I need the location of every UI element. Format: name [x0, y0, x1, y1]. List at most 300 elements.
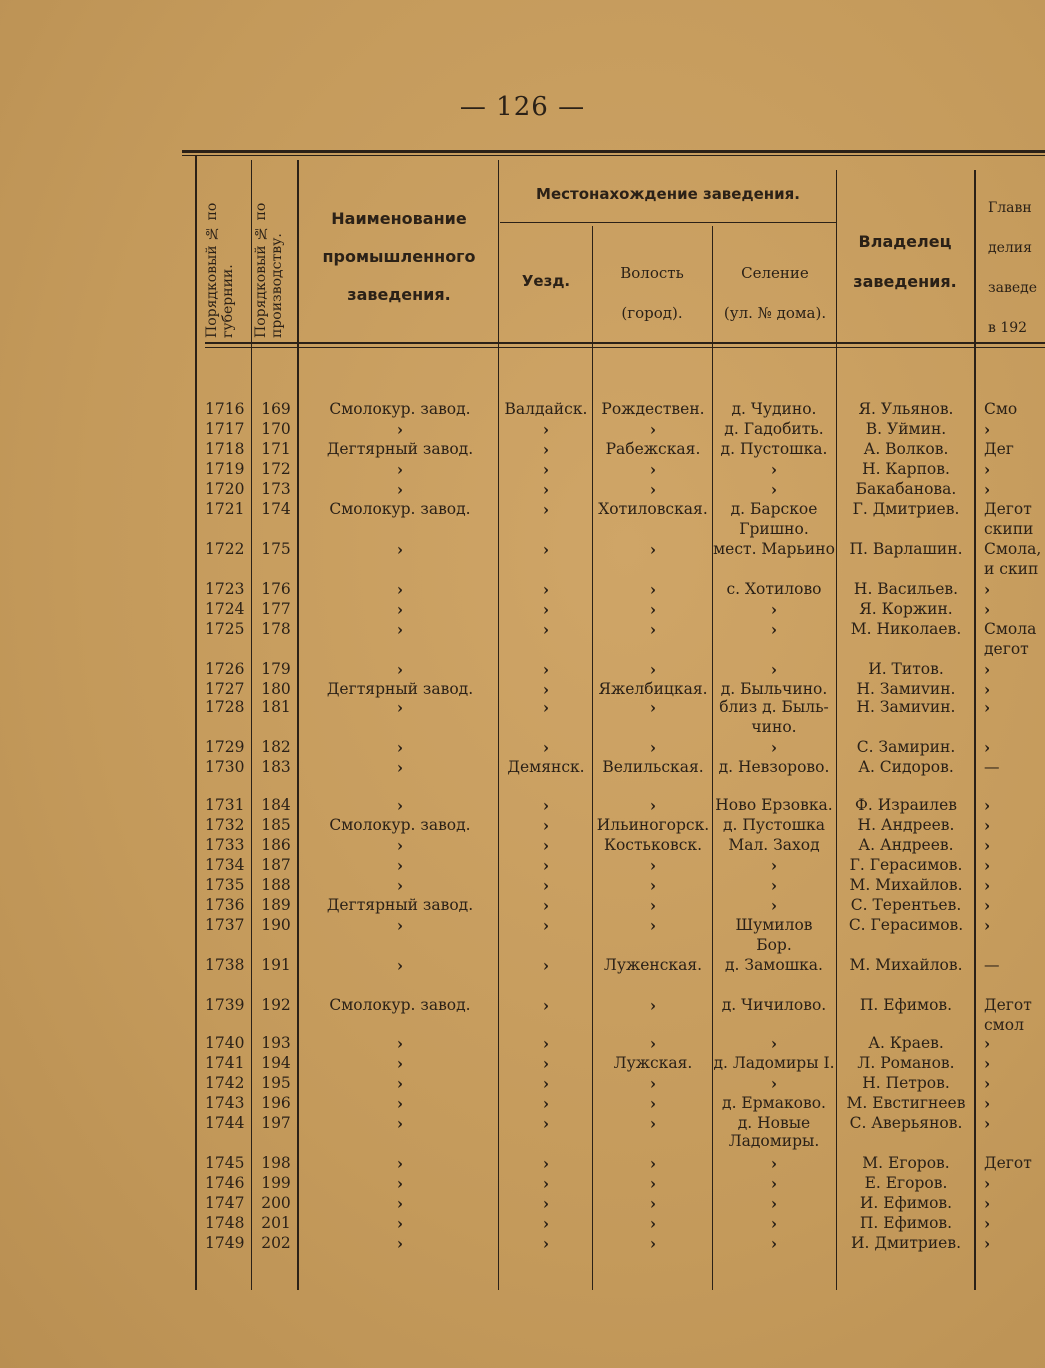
cell-own: Н. Андреев.	[857, 816, 955, 834]
cell-uezd: ›	[542, 1234, 550, 1253]
cell-sel: ›	[770, 896, 778, 915]
cell-vol: ›	[649, 600, 657, 619]
cell-uezd: ›	[542, 896, 550, 915]
header-gubernia-no: Порядковый № по губернии.	[204, 202, 236, 338]
cell-vol: ›	[649, 698, 657, 717]
header-selenie	[712, 253, 838, 333]
cell-own: Я. Ульянов.	[858, 400, 954, 418]
cell-sel: ›	[770, 1214, 778, 1233]
cell-main: ›	[984, 1174, 991, 1193]
cell-uezd: ›	[542, 460, 550, 479]
cell-name: Дегтярный завод.	[326, 680, 474, 698]
top-rule-thin	[182, 155, 1045, 156]
cell-p: 183	[261, 758, 291, 776]
cell-sel: чино.	[751, 718, 797, 736]
header-owner	[836, 222, 974, 302]
cell-n: 1749	[205, 1234, 245, 1252]
header-name	[300, 200, 498, 314]
cell-sel: Шумилов	[735, 916, 813, 934]
cell-p: 195	[261, 1074, 291, 1092]
cell-vol: ›	[649, 996, 657, 1015]
cell-sel: ›	[770, 480, 778, 499]
cell-main: ›	[984, 738, 991, 757]
cell-p: 174	[261, 500, 291, 518]
cell-main: Смола,	[984, 540, 1042, 558]
cell-n: 1726	[205, 660, 245, 678]
cell-own: Бакабанова.	[855, 480, 957, 498]
col-line-left	[195, 155, 197, 1290]
cell-main: ›	[984, 480, 991, 499]
cell-sel: ›	[770, 1154, 778, 1173]
cell-p: 194	[261, 1054, 291, 1072]
header-bottom-rule-2	[205, 347, 1045, 348]
col-line-1	[251, 160, 252, 1290]
cell-own: Н. Петров.	[862, 1074, 950, 1092]
cell-n: 1741	[205, 1054, 245, 1072]
cell-p: 188	[261, 876, 291, 894]
cell-uezd: ›	[542, 1114, 550, 1133]
cell-name: ›	[396, 1094, 404, 1113]
cell-own: С. Замирин.	[856, 738, 956, 756]
cell-sel: мест. Марьино	[713, 540, 835, 558]
header-owner-line-1: Владелец	[858, 232, 952, 251]
cell-uezd: ›	[542, 856, 550, 875]
cell-n: 1728	[205, 698, 245, 716]
cell-sel: д. Замошка.	[725, 956, 823, 974]
cell-own: И. Ефимов.	[859, 1194, 953, 1212]
cell-uezd: ›	[542, 480, 550, 499]
cell-own: П. Ефимов.	[859, 996, 953, 1014]
cell-sel: Бор.	[756, 936, 792, 954]
cell-uezd: ›	[542, 600, 550, 619]
cell-uezd: ›	[542, 1214, 550, 1233]
header-volost-line-1: Волость	[620, 264, 684, 282]
cell-sel: ›	[770, 600, 778, 619]
cell-name: ›	[396, 540, 404, 559]
cell-p: 200	[261, 1194, 291, 1212]
cell-n: 1732	[205, 816, 245, 834]
cell-p: 182	[261, 738, 291, 756]
cell-p: 186	[261, 836, 291, 854]
cell-main: Смо	[984, 400, 1018, 418]
cell-main: Дегот	[984, 1154, 1032, 1172]
cell-p: 192	[261, 996, 291, 1014]
cell-uezd: ›	[542, 738, 550, 757]
cell-uezd: ›	[542, 1034, 550, 1053]
cell-own: М. Евстигнеев	[846, 1094, 966, 1112]
cell-name: ›	[396, 600, 404, 619]
cell-n: 1739	[205, 996, 245, 1014]
cell-name: ›	[396, 420, 404, 439]
header-main	[976, 188, 1045, 348]
header-main-line-1: Главн	[988, 200, 1032, 216]
cell-n: 1735	[205, 876, 245, 894]
cell-main: ›	[984, 896, 991, 915]
cell-sel: Мал. Заход	[728, 836, 820, 854]
cell-n: 1727	[205, 680, 245, 698]
cell-vol: Луженская.	[603, 956, 703, 974]
cell-main: и скип	[984, 560, 1039, 578]
cell-p: 189	[261, 896, 291, 914]
cell-n: 1738	[205, 956, 245, 974]
cell-own: Я. Коржин.	[859, 600, 953, 618]
cell-vol: ›	[649, 896, 657, 915]
cell-name: Дегтярный завод.	[326, 440, 474, 458]
cell-uezd: ›	[542, 1154, 550, 1173]
cell-n: 1725	[205, 620, 245, 638]
cell-main: ›	[984, 1234, 991, 1253]
cell-own: Н. Замиvин.	[856, 698, 956, 716]
cell-sel: д. Пустошка	[723, 816, 825, 834]
cell-name: ›	[396, 856, 404, 875]
cell-n: 1723	[205, 580, 245, 598]
col-line-6	[836, 170, 837, 1290]
cell-name: ›	[396, 758, 404, 777]
cell-vol: ›	[649, 1174, 657, 1193]
cell-sel: д. Ладомиры I.	[713, 1054, 835, 1072]
cell-own: Г. Герасимов.	[849, 856, 963, 874]
cell-p: 191	[261, 956, 291, 974]
cell-main: ›	[984, 580, 991, 599]
cell-name: ›	[396, 796, 404, 815]
cell-own: Н. Замиvин.	[856, 680, 956, 698]
cell-n: 1717	[205, 420, 245, 438]
cell-own: П. Ефимов.	[859, 1214, 953, 1232]
cell-vol: ›	[649, 420, 657, 439]
cell-main: —	[984, 956, 1000, 974]
cell-n: 1740	[205, 1034, 245, 1052]
cell-sel: Ладомиры.	[728, 1132, 820, 1150]
cell-p: 201	[261, 1214, 291, 1232]
cell-vol: ›	[649, 460, 657, 479]
cell-sel: д. Гадобить.	[724, 420, 824, 438]
cell-vol: ›	[649, 620, 657, 639]
cell-sel: ›	[770, 460, 778, 479]
cell-main: Смола	[984, 620, 1037, 638]
cell-main: ›	[984, 1114, 991, 1133]
cell-uezd: ›	[542, 796, 550, 815]
cell-vol: Велильская.	[602, 758, 704, 776]
cell-vol: Рождествен.	[601, 400, 705, 418]
cell-p: 198	[261, 1154, 291, 1172]
cell-name: ›	[396, 1054, 404, 1073]
cell-main: ›	[984, 1194, 991, 1213]
cell-p: 190	[261, 916, 291, 934]
cell-own: Н. Карпов.	[862, 460, 950, 478]
cell-vol: ›	[649, 540, 657, 559]
cell-p: 196	[261, 1094, 291, 1112]
location-subheader-rule	[500, 222, 836, 223]
cell-n: 1724	[205, 600, 245, 618]
cell-sel: д. Быльчино.	[720, 680, 828, 698]
cell-own: С. Терентьев.	[850, 896, 962, 914]
cell-sel: ›	[770, 1194, 778, 1213]
cell-uezd: ›	[542, 816, 550, 835]
header-owner-line-2: заведения.	[853, 272, 957, 291]
cell-vol: ›	[649, 916, 657, 935]
cell-sel: ›	[770, 1034, 778, 1053]
cell-sel: с. Хотилово	[726, 580, 822, 598]
cell-main: дегот	[984, 640, 1029, 658]
cell-sel: ›	[770, 660, 778, 679]
cell-p: 172	[261, 460, 291, 478]
cell-main: —	[984, 758, 1000, 776]
header-volost	[592, 253, 712, 333]
cell-sel: ›	[770, 620, 778, 639]
cell-uezd: ›	[542, 580, 550, 599]
cell-p: 184	[261, 796, 291, 814]
cell-own: М. Михайлов.	[849, 876, 963, 894]
cell-p: 202	[261, 1234, 291, 1252]
cell-main: Дег	[984, 440, 1014, 458]
cell-own: А. Краев.	[868, 1034, 944, 1052]
header-name-line-2: промышленного	[322, 247, 476, 266]
cell-name: ›	[396, 916, 404, 935]
top-rule	[182, 150, 1045, 153]
cell-p: 176	[261, 580, 291, 598]
cell-vol: Костьковск.	[603, 836, 703, 854]
cell-uezd: ›	[542, 620, 550, 639]
cell-vol: Лужская.	[613, 1054, 693, 1072]
cell-own: И. Титов.	[868, 660, 944, 678]
cell-p: 180	[261, 680, 291, 698]
cell-main: скипи	[984, 520, 1034, 538]
cell-n: 1722	[205, 540, 245, 558]
header-main-line-2: делия	[988, 240, 1032, 256]
cell-main: ›	[984, 796, 991, 815]
cell-main: смол	[984, 1016, 1024, 1034]
cell-p: 199	[261, 1174, 291, 1192]
cell-name: ›	[396, 1234, 404, 1253]
cell-own: С. Аверьянов.	[849, 1114, 963, 1132]
cell-main: ›	[984, 876, 991, 895]
cell-vol: ›	[649, 1114, 657, 1133]
cell-n: 1733	[205, 836, 245, 854]
cell-name: ›	[396, 1214, 404, 1233]
cell-sel: ›	[770, 1074, 778, 1093]
cell-p: 178	[261, 620, 291, 638]
cell-name: ›	[396, 1154, 404, 1173]
cell-vol: ›	[649, 1034, 657, 1053]
cell-sel: близ д. Быль-	[719, 698, 829, 716]
cell-sel: д. Пустошка.	[720, 440, 828, 458]
cell-own: Ф. Израилев	[855, 796, 957, 814]
cell-main: ›	[984, 600, 991, 619]
cell-own: П. Варлашин.	[849, 540, 963, 558]
cell-own: С. Герасимов.	[848, 916, 964, 934]
cell-own: Н. Васильев.	[853, 580, 959, 598]
header-selenie-line-2: (ул. № дома).	[723, 304, 827, 322]
cell-name: ›	[396, 1034, 404, 1053]
cell-vol: Ильиногорск.	[596, 816, 710, 834]
cell-own: Г. Дмитриев.	[852, 500, 960, 518]
cell-n: 1747	[205, 1194, 245, 1212]
cell-main: ›	[984, 1094, 991, 1113]
cell-p: 173	[261, 480, 291, 498]
cell-vol: ›	[649, 876, 657, 895]
cell-name: Дегтярный завод.	[326, 896, 474, 914]
cell-sel: ›	[770, 876, 778, 895]
cell-vol: ›	[649, 1154, 657, 1173]
cell-p: 177	[261, 600, 291, 618]
cell-sel: ›	[770, 738, 778, 757]
cell-main: ›	[984, 680, 991, 699]
cell-sel: д. Новые	[737, 1114, 811, 1132]
cell-uezd: ›	[542, 876, 550, 895]
cell-vol: ›	[649, 856, 657, 875]
cell-sel: д. Чичилово.	[721, 996, 827, 1014]
cell-name: ›	[396, 1114, 404, 1133]
cell-n: 1737	[205, 916, 245, 934]
cell-p: 181	[261, 698, 291, 716]
cell-p: 193	[261, 1034, 291, 1052]
cell-name: ›	[396, 460, 404, 479]
cell-name: ›	[396, 738, 404, 757]
cell-uezd: ›	[542, 836, 550, 855]
cell-main: ›	[984, 816, 991, 835]
cell-uezd: ›	[542, 956, 550, 975]
cell-main: ›	[984, 1034, 991, 1053]
header-name-line-3: заведения.	[347, 285, 451, 304]
cell-vol: Рабежская.	[605, 440, 701, 458]
cell-vol: Яжелбицкая.	[598, 680, 708, 698]
cell-sel: ›	[770, 1234, 778, 1253]
cell-vol: ›	[649, 1074, 657, 1093]
cell-n: 1743	[205, 1094, 245, 1112]
cell-uezd: ›	[542, 500, 550, 519]
cell-n: 1731	[205, 796, 245, 814]
cell-own: И. Дмитриев.	[850, 1234, 961, 1252]
cell-uezd: ›	[542, 680, 550, 699]
cell-main: ›	[984, 856, 991, 875]
cell-main: ›	[984, 1074, 991, 1093]
header-selenie-line-1: Селение	[741, 264, 809, 282]
cell-name: ›	[396, 698, 404, 717]
cell-n: 1720	[205, 480, 245, 498]
cell-own: М. Михайлов.	[849, 956, 963, 974]
cell-sel: ›	[770, 1174, 778, 1193]
cell-sel: д. Невзорово.	[718, 758, 830, 776]
cell-uezd: ›	[542, 916, 550, 935]
cell-n: 1718	[205, 440, 245, 458]
cell-n: 1729	[205, 738, 245, 756]
cell-n: 1719	[205, 460, 245, 478]
cell-own: М. Николаев.	[850, 620, 962, 638]
cell-n: 1721	[205, 500, 245, 518]
cell-name: ›	[396, 660, 404, 679]
cell-p: 169	[261, 400, 291, 418]
cell-n: 1736	[205, 896, 245, 914]
cell-uezd: ›	[542, 1054, 550, 1073]
cell-vol: ›	[649, 1234, 657, 1253]
cell-own: А. Волков.	[863, 440, 949, 458]
cell-name: Смолокур. завод.	[329, 996, 471, 1014]
cell-uezd: Валдайск.	[504, 400, 588, 418]
cell-uezd: ›	[542, 440, 550, 459]
header-name-line-1: Наименование	[331, 209, 467, 228]
cell-n: 1745	[205, 1154, 245, 1172]
cell-name: ›	[396, 580, 404, 599]
cell-vol: ›	[649, 580, 657, 599]
cell-name: ›	[396, 620, 404, 639]
cell-n: 1716	[205, 400, 245, 418]
cell-name: ›	[396, 1174, 404, 1193]
cell-vol: ›	[649, 480, 657, 499]
cell-p: 171	[261, 440, 291, 458]
cell-sel: Ново Ерзовка.	[715, 796, 833, 814]
cell-main: Дегот	[984, 996, 1032, 1014]
cell-main: ›	[984, 836, 991, 855]
cell-name: ›	[396, 836, 404, 855]
cell-sel: Гришно.	[739, 520, 809, 538]
cell-main: ›	[984, 660, 991, 679]
header-main-line-3: заведе	[988, 280, 1038, 296]
cell-vol: ›	[649, 1214, 657, 1233]
cell-uezd: ›	[542, 1094, 550, 1113]
header-uezd: Уезд.	[521, 272, 571, 290]
cell-uezd: ›	[542, 540, 550, 559]
header-volost-line-2: (город).	[621, 304, 683, 322]
cell-p: 197	[261, 1114, 291, 1132]
cell-vol: ›	[649, 660, 657, 679]
cell-p: 185	[261, 816, 291, 834]
header-production-no: Порядковый № по производству.	[253, 202, 285, 338]
cell-name: ›	[396, 1194, 404, 1213]
cell-own: В. Уймин.	[865, 420, 947, 438]
cell-n: 1748	[205, 1214, 245, 1232]
cell-main: ›	[984, 916, 991, 935]
cell-n: 1746	[205, 1174, 245, 1192]
cell-main: Дегот	[984, 500, 1032, 518]
cell-p: 187	[261, 856, 291, 874]
col-line-2	[297, 160, 299, 1290]
cell-vol: ›	[649, 1194, 657, 1213]
cell-n: 1730	[205, 758, 245, 776]
cell-name: Смолокур. завод.	[329, 816, 471, 834]
cell-main: ›	[984, 420, 991, 439]
cell-uezd: Демянск.	[507, 758, 585, 776]
cell-uezd: ›	[542, 996, 550, 1015]
cell-main: ›	[984, 698, 991, 717]
cell-name: Смолокур. завод.	[329, 400, 471, 418]
cell-vol: Хотиловская.	[598, 500, 708, 518]
cell-uezd: ›	[542, 660, 550, 679]
cell-own: Л. Романов.	[857, 1054, 955, 1072]
cell-p: 170	[261, 420, 291, 438]
cell-uezd: ›	[542, 1194, 550, 1213]
cell-vol: ›	[649, 1094, 657, 1113]
cell-own: А. Андреев.	[858, 836, 954, 854]
cell-n: 1734	[205, 856, 245, 874]
cell-p: 175	[261, 540, 291, 558]
cell-uezd: ›	[542, 698, 550, 717]
cell-uezd: ›	[542, 420, 550, 439]
cell-uezd: ›	[542, 1074, 550, 1093]
cell-vol: ›	[649, 738, 657, 757]
cell-sel: д. Ермаково.	[722, 1094, 826, 1112]
cell-uezd: ›	[542, 1174, 550, 1193]
cell-name: ›	[396, 956, 404, 975]
cell-own: Е. Егоров.	[864, 1174, 948, 1192]
cell-sel: д. Чудино.	[731, 400, 817, 418]
cell-name: Смолокур. завод.	[329, 500, 471, 518]
cell-vol: ›	[649, 796, 657, 815]
header-location: Местонахождение заведения.	[536, 185, 800, 203]
header-bottom-rule	[205, 342, 1045, 344]
cell-n: 1744	[205, 1114, 245, 1132]
cell-main: ›	[984, 1054, 991, 1073]
cell-sel: д. Барское	[730, 500, 818, 518]
